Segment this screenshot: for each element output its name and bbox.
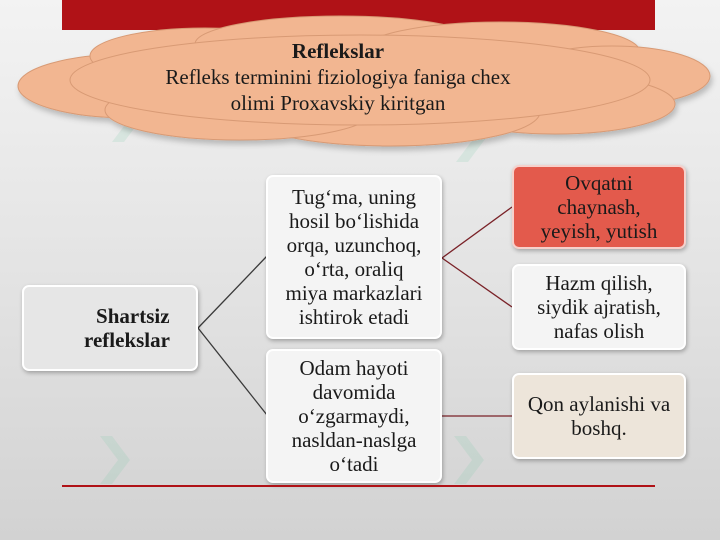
node-line: o‘tadi [329,452,379,476]
node-line: yeyish, yutish [540,219,658,243]
node-line: hosil bo‘lishida [288,209,420,233]
node-line: Odam hayoti [299,356,409,380]
cloud-title: Reflekslar [291,39,385,63]
root-node-line: Shartsiz [96,304,170,328]
footer-divider-line [62,485,655,487]
node-line: chaynash, [557,195,641,219]
connector-mid1-to-leaf1 [442,207,512,258]
node-line: Qon aylanishi va [527,392,671,416]
node-line: davomida [312,380,396,404]
leaf-node-circulation [512,373,686,459]
root-node [22,285,198,371]
node-line: nasldan-naslga [291,428,417,452]
middle-node-innate [266,175,442,339]
leaf-node-eating [512,165,686,249]
node-line: o‘rta, oraliq [304,257,404,281]
node-line: boshq. [571,416,627,440]
cloud-text-line: olimi Proxavskiy kiritgan [230,91,446,115]
root-node-line: reflekslar [84,328,170,352]
connector-mid1-to-leaf2 [442,258,512,307]
node-line: Hazm qilish, [545,271,653,295]
leaf-node-digestion [512,264,686,350]
cloud-text-line: Refleks terminini fiziologiya faniga chex [165,65,511,89]
node-line: Tug‘ma, uning [291,185,417,209]
connector-root-to-mid2 [198,328,267,415]
node-line: o‘zgarmaydi, [298,404,410,428]
node-line: nafas olish [553,319,645,343]
node-line: Ovqatni [565,171,633,195]
connector-root-to-mid1 [198,256,267,328]
middle-node-hereditary [266,349,442,483]
node-line: orqa, uzunchoq, [286,233,422,257]
node-line: ishtirok etadi [298,305,410,329]
node-line: siydik ajratish, [537,295,661,319]
node-line: miya markazlari [285,281,423,305]
